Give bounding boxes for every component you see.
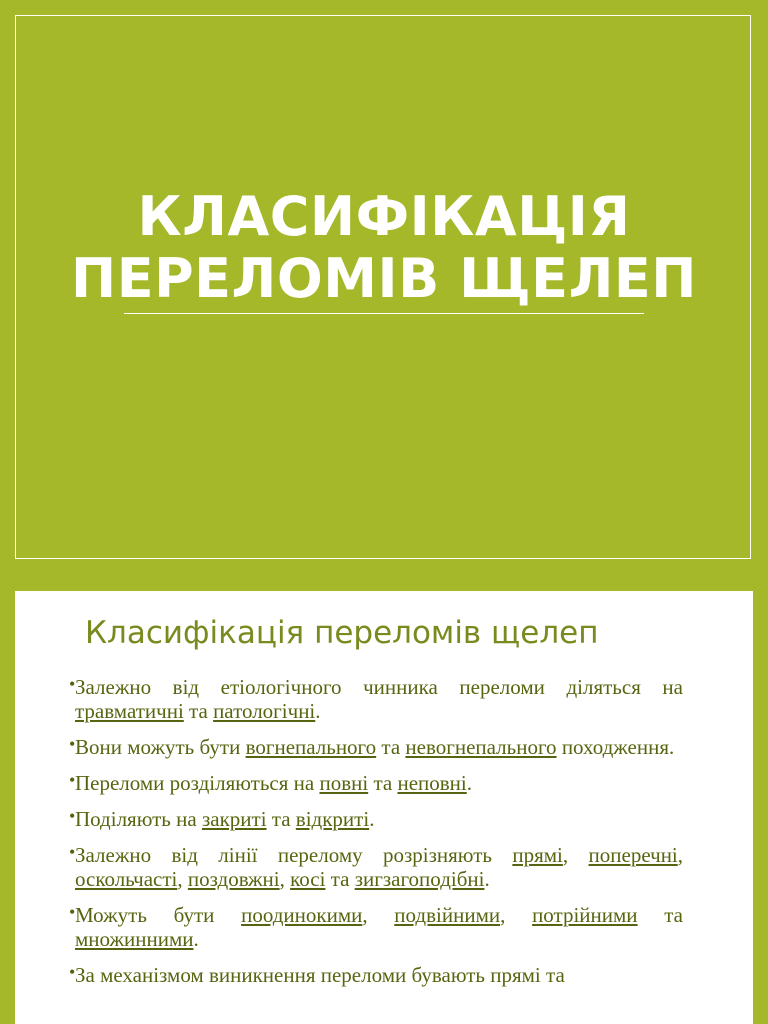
list-item: [69, 806, 683, 831]
slide-title: [40, 186, 728, 310]
bullet-text: та: [637, 903, 683, 927]
link-mnozhynnymy[interactable]: множинними: [75, 927, 194, 951]
bullet-text: Переломи розділяються на: [75, 771, 320, 795]
slide-title-line-2: ПЕРЕЛОМІВ ЩЕЛЕП: [71, 247, 697, 310]
bullet-text: .: [369, 807, 375, 831]
link-poperechni[interactable]: поперечні: [588, 843, 678, 867]
content-slide-title: Класифікація переломів щелеп: [85, 615, 599, 651]
title-underline: [124, 313, 644, 314]
bullet-icon: •: [69, 770, 76, 790]
link-vidkryti[interactable]: відкриті: [295, 807, 370, 831]
bullet-icon: •: [69, 962, 76, 982]
bullet-text: та: [183, 699, 214, 723]
link-priami[interactable]: прямі: [512, 843, 563, 867]
bullet-text: та: [368, 771, 398, 795]
link-potriinymy[interactable]: потрійними: [532, 903, 638, 927]
list-item: [69, 962, 683, 987]
bullet-text: ,: [562, 843, 589, 867]
bullet-text: .: [315, 699, 321, 723]
list-item: [69, 902, 683, 951]
bullet-list: [69, 674, 684, 999]
bullet-icon: •: [69, 842, 76, 862]
bullet-text: Можуть бути: [75, 903, 242, 927]
bullet-text: ,: [500, 903, 533, 927]
link-podviinymy[interactable]: подвійними: [394, 903, 501, 927]
link-oskolchasti[interactable]: оскольчасті: [75, 867, 178, 891]
list-item: [69, 674, 683, 723]
bullet-text: За механізмом виникнення переломи бувають прямі та: [75, 963, 565, 987]
bullet-icon: •: [69, 806, 76, 826]
bullet-text: .: [466, 771, 472, 795]
link-kosi[interactable]: косі: [290, 867, 326, 891]
link-patolohichni[interactable]: патологічні: [213, 699, 316, 723]
link-nevohnepalnoho[interactable]: невогнепального: [405, 735, 557, 759]
list-item: [69, 770, 683, 795]
bullet-text: ,: [677, 843, 684, 867]
bullet-icon: •: [69, 734, 76, 754]
bullet-text: Вони можуть бути: [75, 735, 246, 759]
bullet-text: та: [376, 735, 406, 759]
bullet-icon: •: [69, 902, 76, 922]
list-item: [69, 842, 684, 891]
bullet-text: Залежно від лінії перелому розрізняють: [75, 843, 513, 867]
link-poodynokymy[interactable]: поодинокими: [241, 903, 363, 927]
link-vohnepalnoho[interactable]: вогнепального: [245, 735, 377, 759]
bullet-text: ,: [362, 903, 395, 927]
content-slide: [15, 591, 753, 1024]
link-travmatychni[interactable]: травматичні: [75, 699, 184, 723]
link-nepovni[interactable]: неповні: [397, 771, 467, 795]
link-zakryti[interactable]: закриті: [201, 807, 267, 831]
bullet-text: .: [484, 867, 490, 891]
bullet-text: та: [325, 867, 355, 891]
bullet-text: ,: [177, 867, 188, 891]
bullet-text: Залежно від етіологічного чинника переломи діляться на: [75, 675, 683, 699]
bullet-text: Поділяють на: [75, 807, 202, 831]
bullet-text: ,: [279, 867, 291, 891]
bullet-text: .: [193, 927, 199, 951]
bullet-text: походження.: [556, 735, 675, 759]
link-pozdovzhni[interactable]: поздовжні: [187, 867, 280, 891]
slide-title-line-1: КЛАСИФІКАЦІЯ: [137, 185, 631, 248]
list-item: [69, 734, 683, 759]
bullet-icon: •: [69, 674, 76, 694]
link-povni[interactable]: повні: [319, 771, 369, 795]
bullet-text: та: [266, 807, 296, 831]
link-zyhzahopodibni[interactable]: зигзагоподібні: [354, 867, 485, 891]
